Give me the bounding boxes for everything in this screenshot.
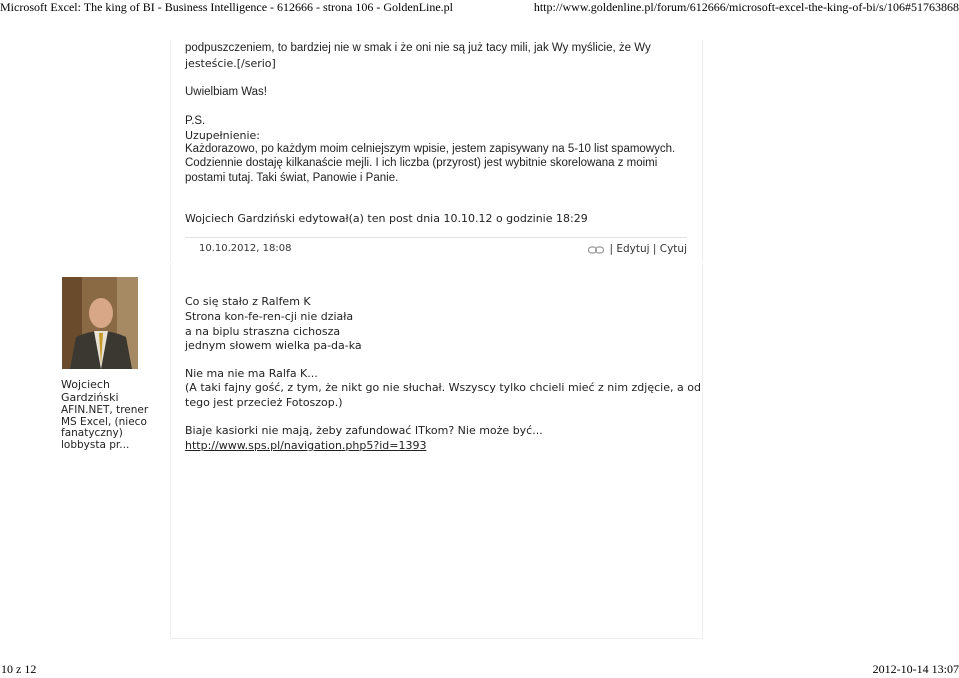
avatar[interactable] [62, 277, 138, 369]
poem-line: Co się stało z Ralfem K [185, 295, 311, 308]
post-text-line: podpuszczeniem, to bardziej nie w smak i że oni nie są już tacy mili, jak Wy myślicie, że Wy [185, 42, 651, 54]
print-page-url: http://www.goldenline.pl/forum/612666/microsoft-excel-the-king-of-bi/s/106#51763868 [533, 0, 959, 14]
post-text-line: Każdorazowo, po każdym moim celniejszym wpisie, jestem zapisywany na 5-10 list spamowych. [185, 143, 676, 155]
print-datetime: 2012-10-14 13:07 [872, 662, 959, 676]
post-text-line: Uwielbiam Was! [185, 86, 268, 98]
post-text-line: Nie ma nie ma Ralfa K... [185, 367, 318, 380]
post-text-line: (A taki fajny gość, z tym, że nikt go nie słuchał. Wszyscy tylko chcieli mieć z nim zdjęcie, a od [185, 381, 701, 394]
poem-line: jednym słowem wielka pa-da-ka [185, 339, 362, 352]
post-separator [185, 237, 687, 238]
poem-line: a na biplu straszna cichosza [185, 325, 341, 338]
edit-quote-links[interactable]: | Edytuj | Cytuj [609, 243, 687, 255]
post-text-line: tego jest przecież Fotoszop.) [185, 396, 343, 409]
author-title: AFIN.NET, trener MS Excel, (nieco fanatyczny) lobbysta pr... [61, 404, 149, 451]
edit-note: Wojciech Gardziński edytował(a) ten post dnia 10.10.12 o godzinie 18:29 [185, 212, 588, 225]
post-text-line: postami tutaj. Taki świat, Panowie i Panie. [185, 172, 399, 184]
print-page-number: 10 z 12 [1, 662, 37, 676]
post-text-line: Biaje kasiorki nie mają, żeby zafundować ITkom? Nie może być... [185, 424, 543, 437]
post-date: 10.10.2012, 18:08 [199, 243, 292, 254]
post-text-line: Uzupełnienie: [185, 129, 260, 142]
print-page-title: Microsoft Excel: The king of BI - Business Intelligence - 612666 - strona 106 - GoldenLine.pl [0, 0, 454, 14]
permalink-icon[interactable] [588, 245, 604, 253]
post-link[interactable]: http://www.sps.pl/navigation.php5?id=1393 [185, 439, 427, 452]
poem-line: Strona kon-fe-ren-cji nie działa [185, 310, 354, 323]
post-actions [588, 243, 687, 255]
post-text-line: Codziennie dostaję kilkanaście mejli. I ich liczba (przyrost) jest wybitnie skorelowana z moimi [185, 157, 658, 169]
post-text-line: jesteście.[/serio] [185, 57, 276, 70]
print-header [0, 0, 959, 16]
author-name[interactable]: Wojciech Gardziński [61, 378, 119, 404]
post-text-line: P.S. [185, 115, 206, 127]
